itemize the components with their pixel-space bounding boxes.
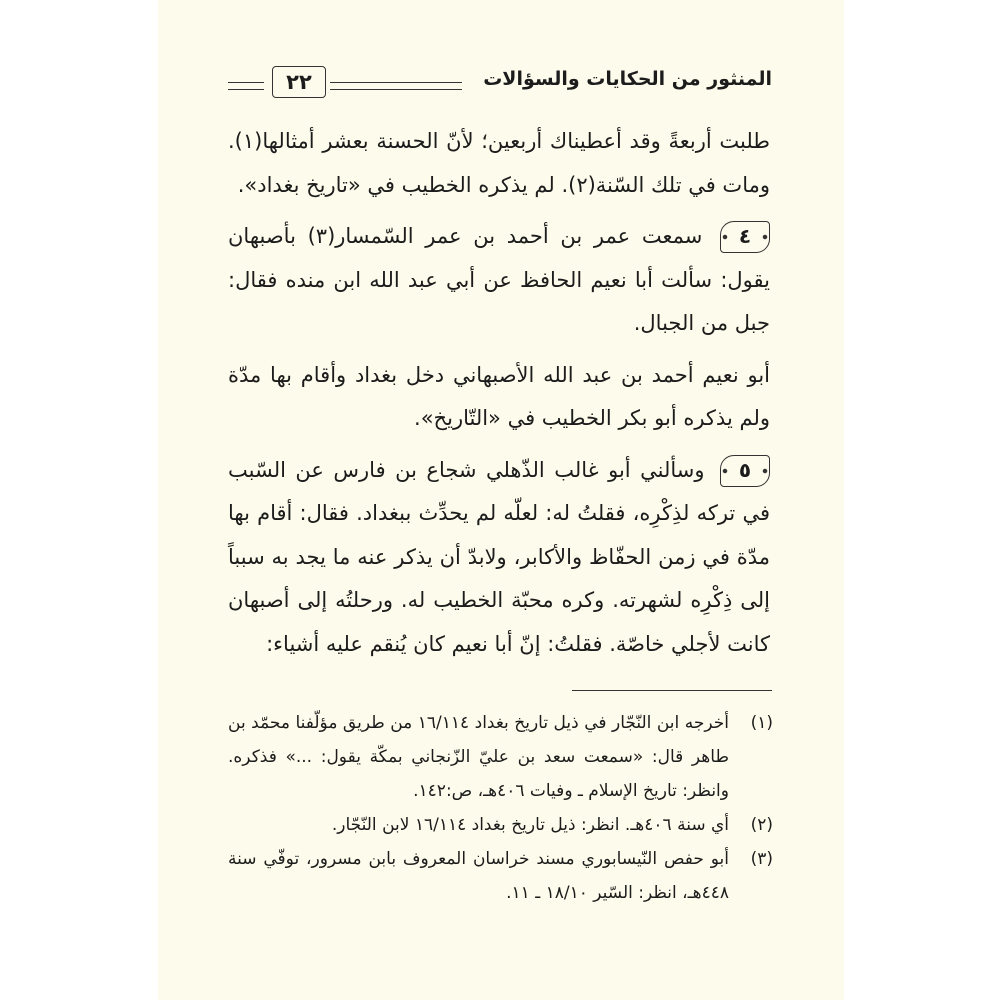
paragraph-2: أبو نعيم أحمد بن عبد الله الأصبهاني دخل بغداد وأقام بها مدّة ولم يذكره أبو بكر الخطيب في «التّاريخ». [228,362,770,430]
main-text [228,120,770,674]
footnote-text: أي سنة ٤٠٦هـ. انظر: ذيل تاريخ بغداد ١٦/١١٤ لابن النّجّار. [331,815,729,835]
header-rule-left [228,82,264,90]
item-number-badge: ٥ [720,455,770,487]
footnote-2 [228,808,773,842]
footnote-marker: (٢) [750,815,773,835]
item-number-badge: ٤ [720,221,770,253]
item-4 [228,215,770,346]
footnote-3 [228,842,773,910]
footnote-text: أبو حفص النّيسابوري مسند خراسان المعروف بابن مسرور، توفّي سنة ٤٤٨هـ، انظر: السّير ١٨/١٠ ـ ١١. [228,849,729,903]
item-5 [228,449,770,667]
footnote-marker: (١) [750,713,773,733]
running-title: المنثور من الحكايات والسؤالات [483,68,772,90]
footnote-marker: (٣) [750,849,773,869]
footnote-1 [228,706,773,808]
paragraph-1: طلبت أربعةً وقد أعطيناك أربعين؛ لأنّ الحسنة بعشر أمثالها(١). ومات في تلك السّنة(٢). لم يذكره الخطيب في «تاريخ بغداد». [228,129,770,197]
footnote-separator [572,690,772,691]
page-number: ٢٢ [272,66,326,98]
footnotes [228,706,773,910]
footnote-text: أخرجه ابن النّجّار في ذيل تاريخ بغداد ١٦/١١٤ من طريق مؤلّفنا محمّد بن طاهر قال: «سمعت سعد بن عليّ الزّنجاني بمكّة يقول: ...» فذكره. وانظر: تاريخ الإسلام ـ وفيات ٤٠٦هـ، ص:١٤٢. [228,713,729,801]
page-header [228,62,772,102]
item-4-text: سمعت عمر بن أحمد بن عمر السّمسار(٣) بأصبهان يقول: سألت أبا نعيم الحافظ عن أبي عبد الله ابن منده فقال: جبل من الجبال. [228,224,770,335]
item-5-text: وسألني أبو غالب الذّهلي شجاع بن فارس عن السّبب في تركه لذِكْرِه، فقلتُ له: لعلّه لم يحدِّث ببغداد. فقال: أقام بها مدّة في زمن الحفّاظ والأكابر، ولابدّ أن يذكر عنه ما يجد به سبباً إلى ذِكْرِه لشهرته. وكره محبّة الخطيب له. ورحلتُه إلى أصبهان كانت لأجلي خاصّة. فقلتُ: إنّ أبا نعيم كان يُنقم عليه أشياء: [228,457,770,656]
header-rule-right [330,82,462,90]
